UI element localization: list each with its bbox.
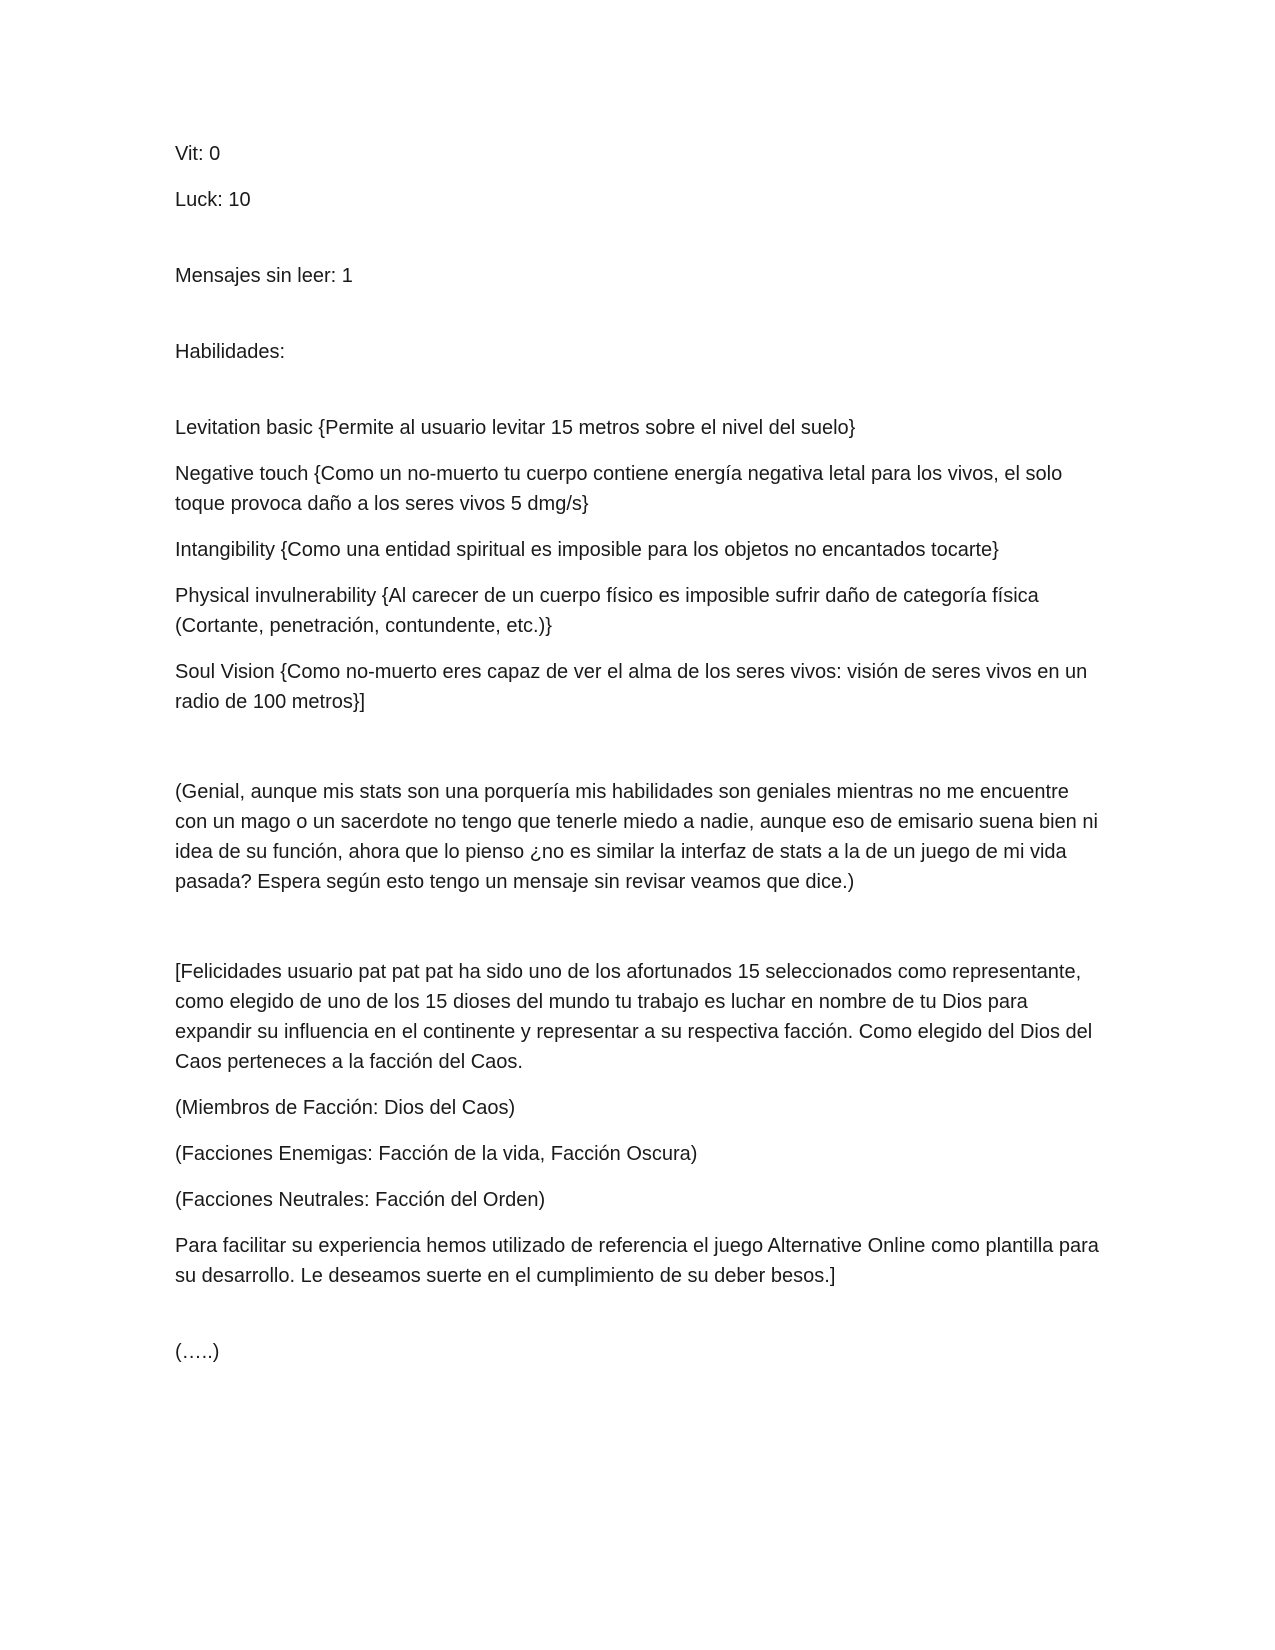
skill-physical-invulnerability: Physical invulnerability {Al carecer de un cuerpo físico es imposible sufrir daño de categoría física (Cortante, penetración, contundente, etc.)}	[175, 585, 1039, 637]
skill-soul-vision: Soul Vision {Como no-muerto eres capaz de ver el alma de los seres vivos: visión de seres vivos en un radio de 100 metros}]	[175, 661, 1088, 713]
ellipsis-ending: (…..)	[175, 1341, 220, 1363]
skills-heading: Habilidades:	[175, 341, 286, 363]
skill-intangibility: Intangibility {Como una entidad spiritual es imposible para los objetos no encantados tocarte}	[175, 539, 999, 561]
skill-levitation: Levitation basic {Permite al usuario levitar 15 metros sobre el nivel del suelo}	[175, 417, 856, 439]
message-closing: Para facilitar su experiencia hemos utilizado de referencia el juego Alternative Online como plantilla para su desarrollo. Le deseamos suerte en el cumplimiento de su deber besos.]	[175, 1235, 1099, 1287]
skill-negative-touch: Negative touch {Como un no-muerto tu cuerpo contiene energía negativa letal para los vivos, el solo toque provoca daño a los seres vivos 5 dmg/s}	[175, 463, 1063, 515]
stat-luck: Luck: 10	[175, 189, 251, 211]
unread-messages: Mensajes sin leer: 1	[175, 265, 353, 287]
faction-neutral: (Facciones Neutrales: Facción del Orden)	[175, 1189, 546, 1211]
faction-enemies: (Facciones Enemigas: Facción de la vida, Facción Oscura)	[175, 1143, 698, 1165]
document-page	[175, 139, 1105, 1383]
faction-members: (Miembros de Facción: Dios del Caos)	[175, 1097, 516, 1119]
message-body: [Felicidades usuario pat pat pat ha sido uno de los afortunados 15 seleccionados como representante, como elegido de uno de los 15 dioses del mundo tu trabajo es luchar en nombre de tu Dios para expandir su influencia en el continente y representar a su respectiva facción. Como elegido del Dios del Caos perteneces a la facción del Caos.	[175, 961, 1093, 1073]
stat-vit: Vit: 0	[175, 143, 221, 165]
inner-thought-paragraph: (Genial, aunque mis stats son una porquería mis habilidades son geniales mientras no me encuentre con un mago o un sacerdote no tengo que tenerle miedo a nadie, aunque eso de emisario suena bien ni idea de su función, ahora que lo pienso ¿no es similar la interfaz de stats a la de un juego de mi vida pasada? Espera según esto tengo un mensaje sin revisar veamos que dice.)	[175, 781, 1098, 893]
